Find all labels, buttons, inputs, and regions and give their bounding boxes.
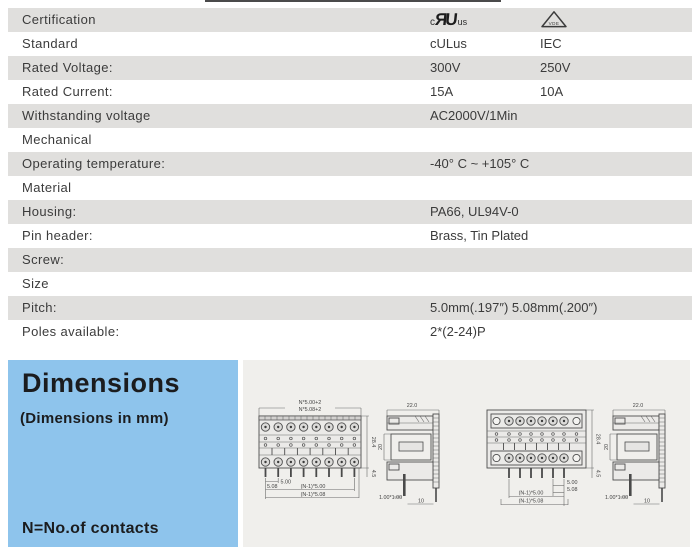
svg-text:28.4: 28.4 bbox=[594, 433, 601, 445]
table-row: Withstanding voltage AC2000V/1Min bbox=[8, 104, 692, 128]
svg-text:28.4: 28.4 bbox=[370, 436, 376, 448]
svg-text:1.00*1.00: 1.00*1.00 bbox=[379, 495, 403, 501]
table-row: Pitch: 5.0mm(.197″) 5.08mm(.200″) bbox=[8, 296, 692, 320]
top-crop-line bbox=[205, 0, 501, 2]
table-row: Screw: bbox=[8, 248, 692, 272]
svg-text:5.00: 5.00 bbox=[567, 480, 578, 486]
svg-text:(N-1)*5.08: (N-1)*5.08 bbox=[300, 492, 326, 498]
svg-text:(N-1)*5.00: (N-1)*5.00 bbox=[300, 484, 326, 490]
svg-text:10: 10 bbox=[418, 498, 424, 505]
dimensions-subtitle: (Dimensions in mm) bbox=[20, 410, 169, 427]
svg-text:10: 10 bbox=[644, 498, 650, 505]
table-row: Rated Voltage: 300V 250V bbox=[8, 56, 692, 80]
side-view-drawing-2 bbox=[605, 400, 675, 512]
svg-text:4.5: 4.5 bbox=[370, 469, 376, 478]
svg-text:20: 20 bbox=[604, 444, 610, 450]
svg-text:20: 20 bbox=[378, 444, 384, 450]
table-row: Poles available: 2*(2-24)P bbox=[8, 320, 692, 344]
side-view-drawing-1 bbox=[379, 400, 449, 512]
svg-text:22.0: 22.0 bbox=[632, 403, 644, 409]
svg-text:N*5.08+2: N*5.08+2 bbox=[298, 407, 322, 413]
svg-text:5.08: 5.08 bbox=[567, 487, 578, 493]
row-label: Certification bbox=[22, 12, 96, 27]
table-row: Rated Current: 15A 10A bbox=[8, 80, 692, 104]
front-view-drawing-1 bbox=[251, 396, 376, 508]
svg-text:4.5: 4.5 bbox=[594, 469, 601, 478]
svg-text:5.00: 5.00 bbox=[280, 479, 291, 486]
table-row: Material bbox=[8, 176, 692, 200]
svg-text:5.08: 5.08 bbox=[267, 484, 278, 490]
svg-text:1.00*1.00: 1.00*1.00 bbox=[605, 495, 629, 501]
table-row: Housing: PA66, UL94V-0 bbox=[8, 200, 692, 224]
vde-icon bbox=[540, 8, 568, 32]
svg-text:VDE: VDE bbox=[548, 20, 560, 26]
table-row: Pin header: Brass, Tin Plated bbox=[8, 224, 692, 248]
svg-text:(N-1)*5.00: (N-1)*5.00 bbox=[518, 490, 544, 497]
dimensions-title: Dimensions bbox=[22, 368, 181, 398]
table-row: Size bbox=[8, 272, 692, 296]
svg-text:(N-1)*5.08: (N-1)*5.08 bbox=[518, 498, 544, 505]
table-row: Standard cULus IEC bbox=[8, 32, 692, 56]
table-row: Operating temperature: -40° C ~ +105° C bbox=[8, 152, 692, 176]
spec-table bbox=[8, 8, 692, 344]
contacts-note: N=No.of contacts bbox=[22, 520, 159, 537]
front-view-drawing-2 bbox=[483, 396, 601, 514]
dimensions-panel bbox=[8, 360, 238, 547]
svg-text:22.0: 22.0 bbox=[406, 403, 418, 409]
cul-us-icon: c RU us bbox=[430, 10, 468, 29]
table-row bbox=[8, 8, 692, 32]
svg-text:N*5.00+2: N*5.00+2 bbox=[298, 400, 322, 406]
technical-drawings bbox=[243, 360, 690, 547]
table-row: Mechanical bbox=[8, 128, 692, 152]
